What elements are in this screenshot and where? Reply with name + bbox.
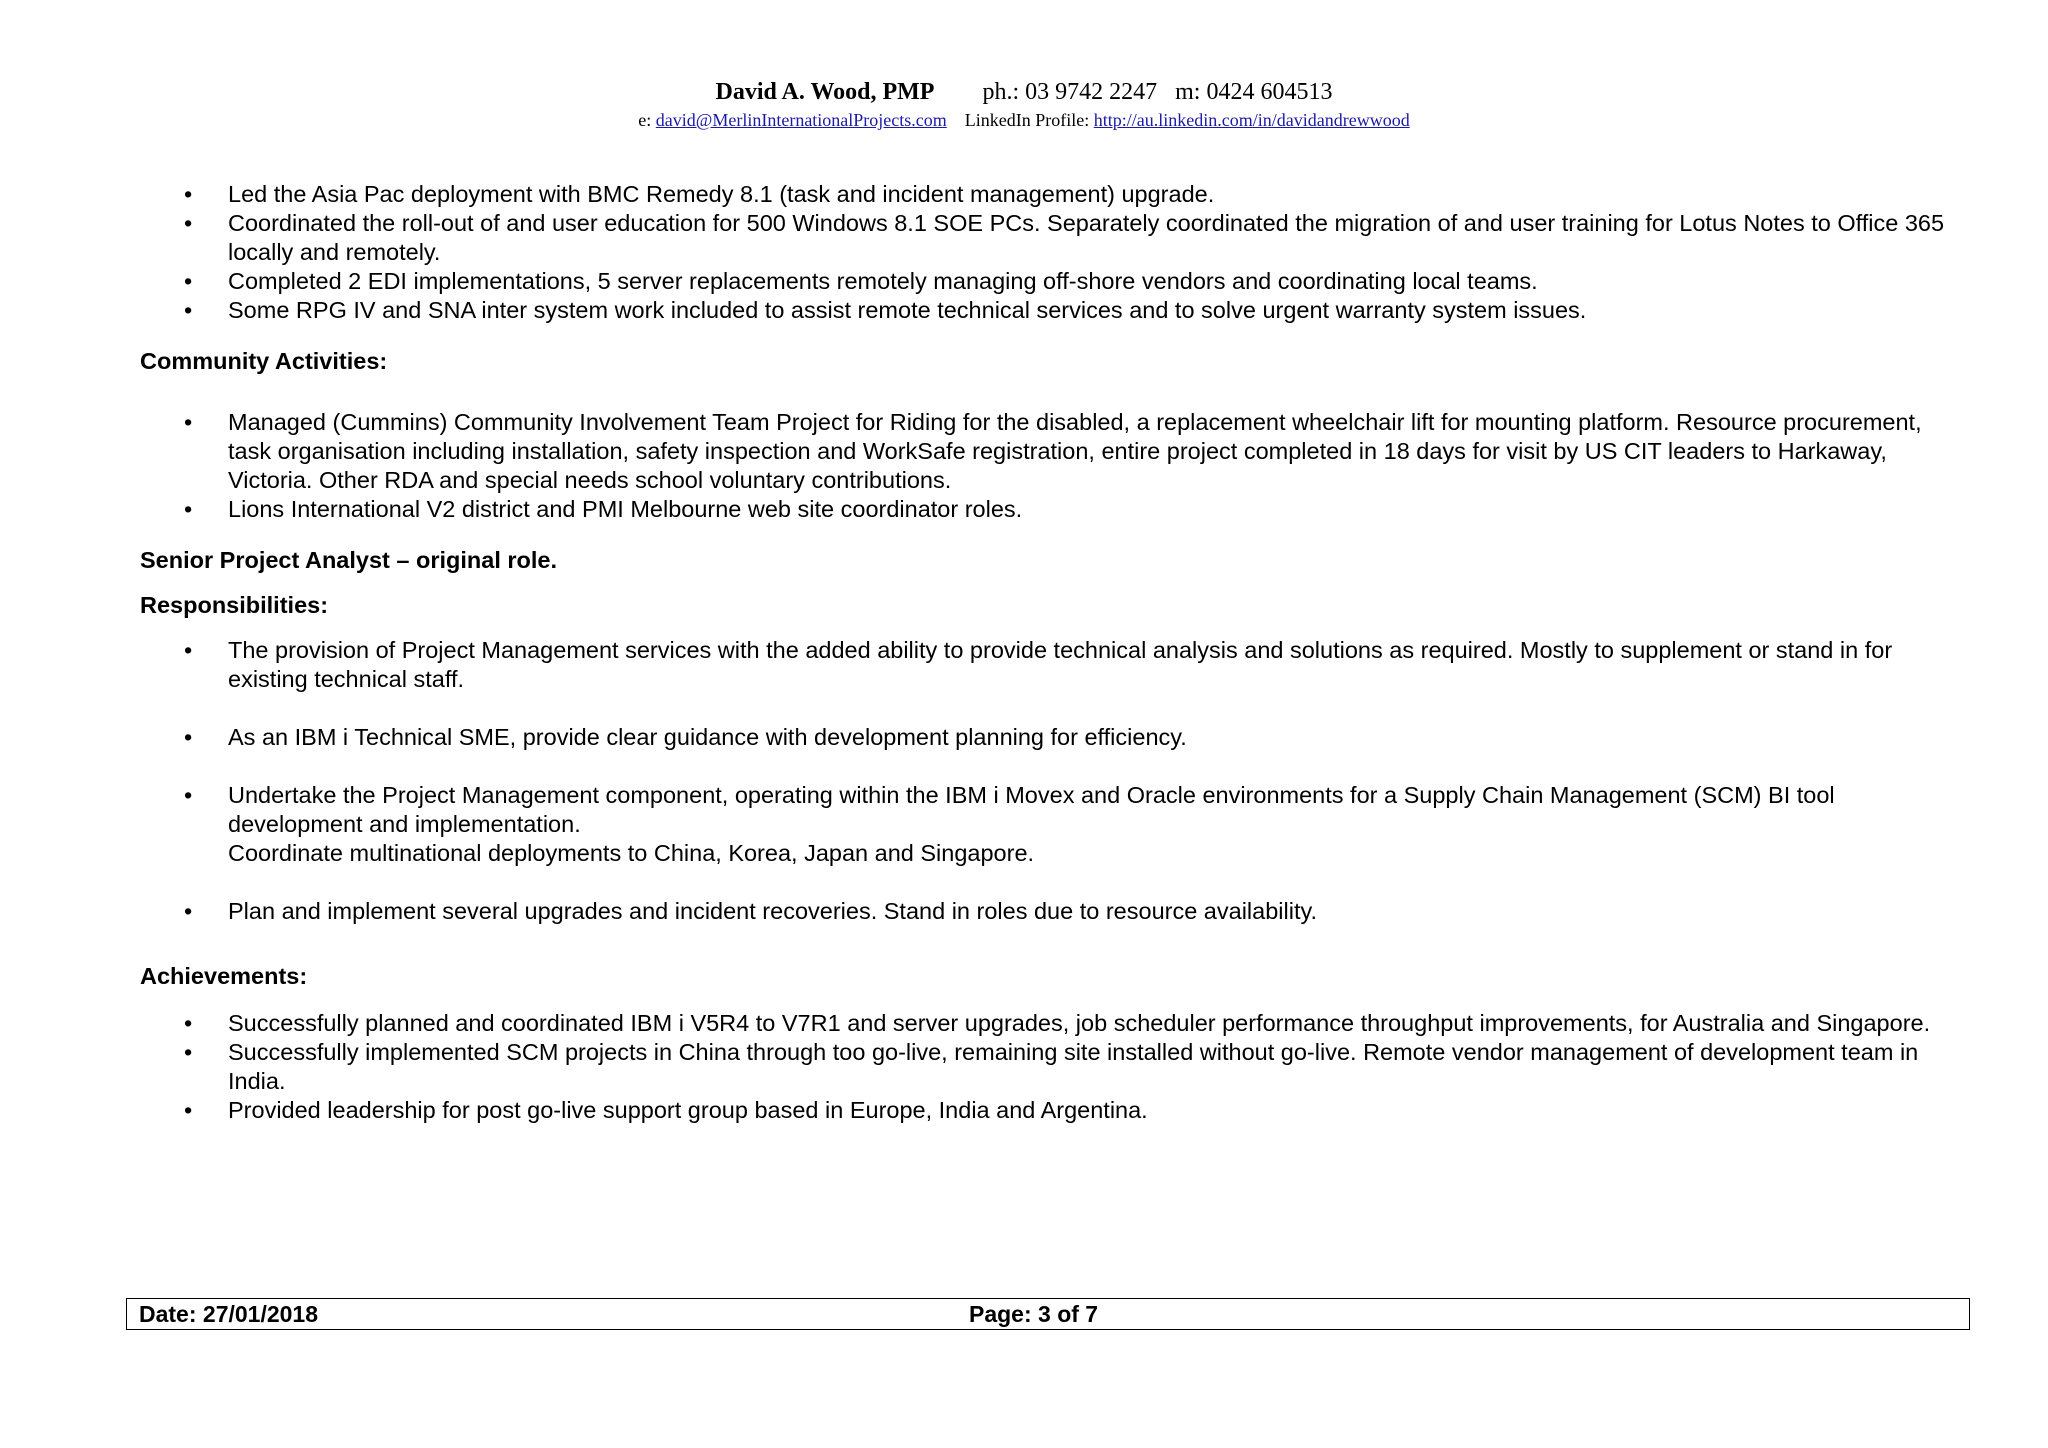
community-heading: Community Activities:: [140, 348, 388, 374]
responsibilities-heading: Responsibilities:: [140, 592, 329, 618]
list-item: • Coordinated the roll-out of and user education for 500 Windows 8.1 SOE PCs. Separately coordinated the migration of and user training for Lotus Notes to Office 365 locally and remotely.: [140, 209, 1960, 267]
list-item: • The provision of Project Management services with the added ability to provide technical analysis and solutions as required. Mostly to supplement or stand in for existing technical staff.: [140, 636, 1960, 694]
achievements-list: [140, 1009, 1960, 1125]
list-item: • Successfully implemented SCM projects in China through too go-live, remaining site installed without go-live. Remote vendor management of development team in India.: [140, 1038, 1960, 1096]
header-contact-line: [0, 76, 2048, 108]
list-spacer: [140, 868, 1960, 897]
list-item: • Some RPG IV and SNA inter system work included to assist remote technical services and to solve urgent warranty system issues.: [140, 296, 1960, 325]
list-item: • Managed (Cummins) Community Involvement Team Project for Riding for the disabled, a replacement wheelchair lift for mounting platform. Resource procurement, task organisation including installation, safety inspection and WorkSafe registration, entire project completed in 18 days for visit by US CIT leaders to Harkaway, Victoria. Other RDA and special needs school voluntary contributions.: [140, 408, 1960, 495]
email-label: e:: [638, 110, 652, 130]
page-header: [0, 76, 2048, 132]
email-link[interactable]: david@MerlinInternationalProjects.com: [655, 110, 947, 130]
author-name: David A. Wood, PMP: [715, 79, 935, 105]
responsibilities-list: [140, 636, 1960, 926]
linkedin-link[interactable]: http://au.linkedin.com/in/davidandrewwood: [1093, 110, 1410, 130]
page-number: Page: 3 of 7: [969, 1301, 1099, 1327]
linkedin-label: LinkedIn Profile:: [964, 110, 1090, 130]
document-body: [140, 180, 1960, 1125]
list-item: • Plan and implement several upgrades and incident recoveries. Stand in roles due to resource availability.: [140, 897, 1960, 926]
header-links-line: [0, 108, 2048, 132]
list-item-text: Undertake the Project Management component, operating within the IBM i Movex and Oracle environments for a Supply Chain Management (SCM) BI tool development and implementation.: [228, 782, 1835, 837]
list-item: • Lions International V2 district and PMI Melbourne web site coordinator roles.: [140, 495, 1960, 524]
community-bullet-list: [140, 408, 1960, 524]
list-item-continuation: Coordinate multinational deployments to China, Korea, Japan and Singapore.: [228, 840, 1035, 866]
list-spacer: [140, 752, 1960, 781]
list-item: • Successfully planned and coordinated IBM i V5R4 to V7R1 and server upgrades, job scheduler performance throughput improvements, for Australia and Singapore.: [140, 1009, 1960, 1038]
phone-numbers: ph.: 03 9742 2247 m: 0424 604513: [982, 79, 1333, 105]
list-spacer: [140, 694, 1960, 723]
achievements-heading: Achievements:: [140, 963, 308, 989]
list-item: • As an IBM i Technical SME, provide clear guidance with development planning for efficiency.: [140, 723, 1960, 752]
list-item: • Led the Asia Pac deployment with BMC Remedy 8.1 (task and incident management) upgrade.: [140, 180, 1960, 209]
intro-bullet-list: [140, 180, 1960, 325]
list-item: [140, 781, 1960, 868]
role-title: Senior Project Analyst – original role.: [140, 547, 558, 573]
footer-date: Date: 27/01/2018: [139, 1301, 319, 1327]
list-item: • Completed 2 EDI implementations, 5 server replacements remotely managing off-shore vendors and coordinating local teams.: [140, 267, 1960, 296]
page-footer: [126, 1298, 1970, 1330]
list-item: • Provided leadership for post go-live support group based in Europe, India and Argentina.: [140, 1096, 1960, 1125]
